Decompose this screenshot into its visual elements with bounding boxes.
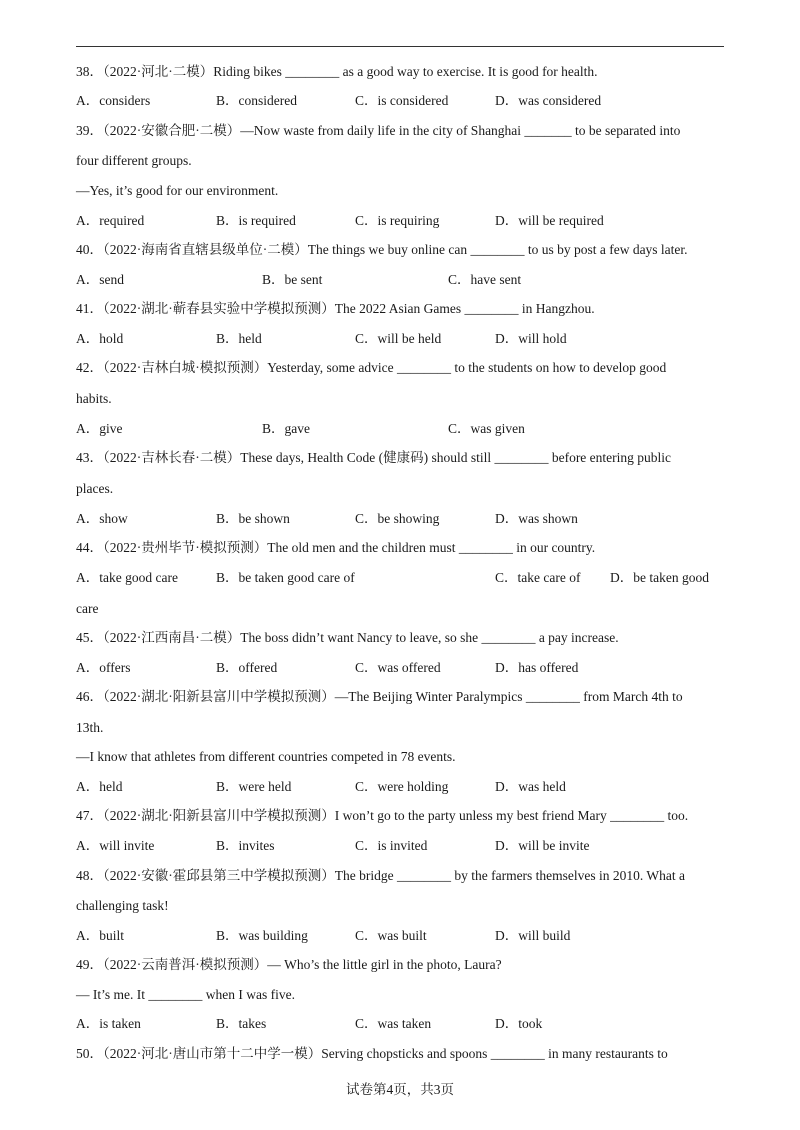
question-48-options [76,927,736,945]
question-47-stem: 47．（2022·湖北·阳新县富川中学模拟预测）I won’t go to the party unless my best friend Mary ________ too. [76,808,689,823]
option-d[interactable]: D．was held [495,779,566,794]
question-46-stem: 46．（2022·湖北·阳新县富川中学模拟预测）—The Beijing Winter Paralympics ________ from March 4th to [76,689,683,704]
option-d[interactable]: D．took [495,1016,543,1031]
question-39-stem: 39．（2022·安徽合肥·二模）—Now waste from daily life in the city of Shanghai _______ to be separated into [76,123,681,138]
question-38-options [76,92,736,110]
question-45-options [76,659,736,677]
option-a[interactable]: A．held [76,779,123,794]
question-43-options [76,510,736,528]
question-38-stem: 38．（2022·河北·二模）Riding bikes ________ as a good way to exercise. It is good for health. [76,64,598,79]
option-a[interactable]: A．will invite [76,838,155,853]
option-b[interactable]: B．invites [216,838,275,853]
option-c[interactable]: C．have sent [448,272,522,287]
question-42-options [76,420,736,438]
option-c[interactable]: C．is considered [355,93,449,108]
option-b[interactable]: B．be taken good care of [216,570,355,585]
option-c[interactable]: C．was given [448,421,525,436]
option-a[interactable]: A．offers [76,660,131,675]
option-a[interactable]: A．hold [76,331,124,346]
option-c[interactable]: C．take care of [495,570,581,585]
option-c[interactable]: C．is requiring [355,213,440,228]
option-b[interactable]: B．takes [216,1016,267,1031]
option-b[interactable]: B．is required [216,213,296,228]
question-42-stem: 42．（2022·吉林白城·模拟预测）Yesterday, some advice ________ to the students on how to develop good [76,360,667,375]
option-c[interactable]: C．was offered [355,660,441,675]
question-50-stem: 50．（2022·河北·唐山市第十二中学一模）Serving chopsticks and spoons ________ in many restaurants to [76,1046,668,1061]
question-46-options [76,778,736,796]
option-d[interactable]: D．be taken good [610,570,709,585]
option-d[interactable]: D．will build [495,928,571,943]
question-44-option-d-cont: care [76,601,99,616]
question-41-stem: 41．（2022·湖北·蕲春县实验中学模拟预测）The 2022 Asian Games ________ in Hangzhou. [76,301,595,316]
option-a[interactable]: A．is taken [76,1016,141,1031]
option-b[interactable]: B．held [216,331,262,346]
question-48-stem: 48．（2022·安徽·霍邱县第三中学模拟预测）The bridge ________ by the farmers themselves in 2010. What a [76,868,686,883]
option-c[interactable]: C．is invited [355,838,428,853]
option-b[interactable]: B．was building [216,928,308,943]
option-a[interactable]: A．send [76,272,124,287]
option-d[interactable]: D．was considered [495,93,602,108]
option-d[interactable]: D．was shown [495,511,578,526]
header-rule [76,46,724,47]
question-49-options [76,1015,736,1033]
option-c[interactable]: C．was taken [355,1016,432,1031]
question-40-stem: 40．（2022·海南省直辖县级单位·二模）The things we buy online can ________ to us by post a few days later. [76,242,688,257]
question-43-stem: 43．（2022·吉林长春·二模）These days, Health Code (健康码) should still ________ before entering public [76,450,672,465]
question-39-reply: —Yes, it’s good for our environment. [76,183,279,198]
question-47-options [76,837,736,855]
question-46-reply: —I know that athletes from different countries competed in 78 events. [76,749,456,764]
option-b[interactable]: B．be shown [216,511,290,526]
option-c[interactable]: C．will be held [355,331,442,346]
question-40-options [76,271,736,289]
option-a[interactable]: A．show [76,511,128,526]
option-a[interactable]: A．considers [76,93,151,108]
option-c[interactable]: C．be showing [355,511,440,526]
option-b[interactable]: B．gave [262,421,310,436]
option-b[interactable]: B．be sent [262,272,323,287]
option-d[interactable]: D．has offered [495,660,579,675]
question-49-reply: — It’s me. It ________ when I was five. [76,987,295,1002]
option-d[interactable]: D．will be invite [495,838,590,853]
question-45-stem: 45．（2022·江西南昌·二模）The boss didn’t want Nancy to leave, so she ________ a pay increase. [76,630,619,645]
option-a[interactable]: A．take good care [76,570,178,585]
question-48-stem-cont: challenging task! [76,898,169,913]
option-c[interactable]: C．was built [355,928,427,943]
option-b[interactable]: B．considered [216,93,297,108]
question-44-stem: 44．（2022·贵州毕节·模拟预测）The old men and the children must ________ in our country. [76,540,596,555]
option-a[interactable]: A．give [76,421,123,436]
question-42-stem-cont: habits. [76,391,112,406]
question-41-options [76,330,736,348]
question-43-stem-cont: places. [76,481,114,496]
option-a[interactable]: A．built [76,928,125,943]
question-39-options [76,212,736,230]
option-b[interactable]: B．were held [216,779,292,794]
question-39-stem-cont: four different groups. [76,153,192,168]
page-footer: 试卷第4页，共3页 [346,1082,454,1097]
option-d[interactable]: D．will be required [495,213,604,228]
question-44-options [76,569,736,587]
option-b[interactable]: B．offered [216,660,278,675]
option-d[interactable]: D．will hold [495,331,567,346]
option-c[interactable]: C．were holding [355,779,449,794]
question-49-stem: 49．（2022·云南普洱·模拟预测）— Who’s the little girl in the photo, Laura? [76,957,502,972]
question-46-stem-cont: 13th. [76,720,104,735]
option-a[interactable]: A．required [76,213,145,228]
